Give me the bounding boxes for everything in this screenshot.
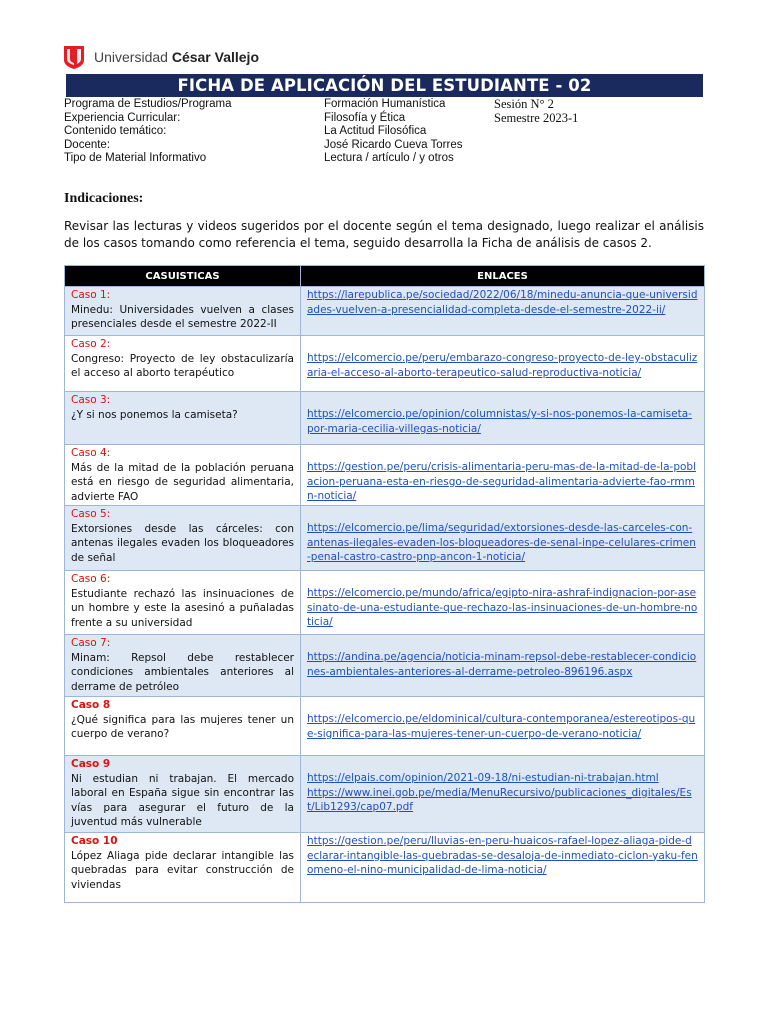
case-description: Más de la mitad de la población peruana está en riesgo de seguridad alimentaria, advierte FAO	[71, 461, 294, 503]
case-label: Caso 8	[71, 699, 111, 711]
column-header-casuisticas: CASUISTICAS	[65, 266, 301, 287]
table-row	[65, 571, 705, 635]
university-logo	[62, 44, 259, 70]
case-cell	[65, 445, 301, 506]
university-name: Universidad César Vallejo	[94, 49, 259, 65]
case-cell	[65, 635, 301, 697]
case-link[interactable]: https://gestion.pe/peru/lluvias-en-peru-huaicos-rafael-lopez-aliaga-pide-declarar-intangible-las-quebradas-se-desaloja-de-inmediato-ciclon-yaku-fenomeno-el-nino-municipalidad-de-lima-noticia/	[307, 835, 698, 876]
indications-text: Revisar las lecturas y videos sugeridos por el docente según el tema designado, luego realizar el análisis de los casos tomando como referencia el tema, seguido desarrolla la Ficha de análisis de casos 2.	[64, 219, 704, 250]
indications-title: Indicaciones:	[64, 191, 144, 206]
link-cell	[301, 336, 705, 392]
meta-label: Docente:	[64, 138, 111, 151]
table-row	[65, 287, 705, 336]
case-link[interactable]: https://elcomercio.pe/opinion/columnistas/y-si-nos-ponemos-la-camiseta-por-maria-cecilia-villegas-noticia/	[307, 408, 692, 435]
case-cell	[65, 756, 301, 833]
link-cell	[301, 571, 705, 635]
table-row	[65, 445, 705, 506]
table-row	[65, 506, 705, 571]
link-cell	[301, 445, 705, 506]
meta-label: Contenido temático:	[64, 125, 167, 138]
column-header-enlaces: ENLACES	[301, 266, 705, 287]
case-label: Caso 5:	[71, 508, 111, 520]
case-label: Caso 6:	[71, 573, 111, 585]
table-row	[65, 833, 705, 903]
case-label: Caso 7:	[71, 637, 111, 649]
link-cell	[301, 833, 705, 903]
case-description: Congreso: Proyecto de ley obstaculizaría el acceso al aborto terapéutico	[71, 352, 294, 379]
table-row	[65, 697, 705, 756]
table-row	[65, 336, 705, 392]
meta-value: Formación Humanística	[324, 98, 446, 110]
case-description: Extorsiones desde las cárceles: con antenas ilegales evaden los bloqueadores de señal	[71, 522, 294, 564]
case-description: Minam: Repsol debe restablecer condiciones ambientales anteriores al derrame de petróleo	[71, 651, 294, 693]
case-link[interactable]: https://elcomercio.pe/lima/seguridad/extorsiones-desde-las-carceles-con-antenas-ilegales-evaden-los-bloqueadores-de-senal-inpe-celulares-crimen-penal-castro-castro-pnp-ancon-1-noticia/	[307, 522, 696, 563]
case-cell	[65, 287, 301, 336]
meta-value: José Ricardo Cueva Torres	[324, 138, 463, 151]
table-row	[65, 635, 705, 697]
case-link[interactable]: https://larepublica.pe/sociedad/2022/06/18/minedu-anuncia-que-universidades-vuelven-a-presencialidad-completa-desde-el-semestre-2022-ii/	[307, 289, 698, 316]
link-cell	[301, 756, 705, 833]
case-link[interactable]: https://andina.pe/agencia/noticia-minam-repsol-debe-restablecer-condiciones-ambientales-anteriores-al-derrame-petroleo-896196.aspx	[307, 651, 697, 678]
case-cell	[65, 697, 301, 756]
link-cell	[301, 392, 705, 445]
case-description: López Aliaga pide declarar intangible las quebradas para evitar construcción de viviendas	[71, 849, 294, 891]
case-label: Caso 1:	[71, 289, 111, 301]
case-link[interactable]: https://elcomercio.pe/peru/embarazo-congreso-proyecto-de-ley-obstaculizaria-el-acceso-al-aborto-terapeutico-salud-reproductiva-noticia/	[307, 352, 698, 379]
link-cell	[301, 635, 705, 697]
case-link[interactable]: https://elcomercio.pe/eldominical/cultura-contemporanea/estereotipos-que-significa-para-las-mujeres-tener-un-cuerpo-de-verano-noticia/	[307, 713, 696, 740]
case-cell	[65, 833, 301, 903]
link-cell	[301, 697, 705, 756]
case-description: Ni estudian ni trabajan. El mercado laboral en España sigue sin encontrar las vías para asegurar el futuro de la juventud más vulnerable	[71, 772, 294, 828]
meta-value: Lectura / artículo / y otros	[324, 152, 454, 165]
case-cell	[65, 392, 301, 445]
meta-label: Tipo de Material Informativo	[64, 152, 207, 165]
case-label: Caso 4:	[71, 447, 111, 459]
case-description: ¿Qué significa para las mujeres tener un cuerpo de verano?	[71, 713, 294, 740]
meta-value: La Actitud Filosófica	[324, 125, 427, 138]
meta-values	[324, 98, 463, 166]
cases-table	[64, 265, 705, 903]
document-title: FICHA DE APLICACIÓN DEL ESTUDIANTE - 02	[66, 74, 703, 97]
meta-label: Programa de Estudios/Programa	[64, 98, 232, 110]
case-description: ¿Y si nos ponemos la camiseta?	[71, 408, 238, 421]
ucv-shield-icon	[62, 44, 86, 70]
case-description: Minedu: Universidades vuelven a clases presenciales desde el semestre 2022-II	[71, 303, 294, 330]
link-cell	[301, 506, 705, 571]
case-cell	[65, 506, 301, 571]
case-cell	[65, 336, 301, 392]
table-header-row	[65, 266, 705, 287]
table-row	[65, 756, 705, 833]
session-info	[494, 98, 578, 125]
case-link[interactable]: https://gestion.pe/peru/crisis-alimentaria-peru-mas-de-la-mitad-de-la-poblacion-peruana-esta-en-riesgo-de-seguridad-alimentaria-advierte-fao-rmmn-noticia/	[307, 461, 696, 502]
case-label: Caso 3:	[71, 394, 111, 406]
table-row	[65, 392, 705, 445]
case-description: Estudiante rechazó las insinuaciones de un hombre y este la asesinó a puñaladas frente a su universidad	[71, 587, 294, 629]
meta-label: Experiencia Curricular:	[64, 111, 181, 124]
semester: Semestre 2023-1	[494, 110, 579, 125]
case-link[interactable]: https://elcomercio.pe/mundo/africa/egipto-nira-ashraf-indignacion-por-asesinato-de-una-estudiante-que-rechazo-las-insinuaciones-de-un-hombre-noticia/	[307, 587, 698, 628]
meta-value: Filosofía y Ética	[324, 111, 406, 124]
case-link[interactable]: https://www.inei.gob.pe/media/MenuRecursivo/publicaciones_digitales/Est/Lib1293/cap07.pdf	[307, 786, 692, 813]
case-label: Caso 10	[71, 835, 118, 847]
session-number: Sesión N° 2	[494, 97, 554, 111]
case-label: Caso 2:	[71, 338, 111, 350]
case-label: Caso 9	[71, 758, 111, 770]
case-link[interactable]: https://elpais.com/opinion/2021-09-18/ni-estudian-ni-trabajan.html	[307, 772, 659, 784]
meta-labels	[64, 98, 231, 166]
case-cell	[65, 571, 301, 635]
link-cell	[301, 287, 705, 336]
